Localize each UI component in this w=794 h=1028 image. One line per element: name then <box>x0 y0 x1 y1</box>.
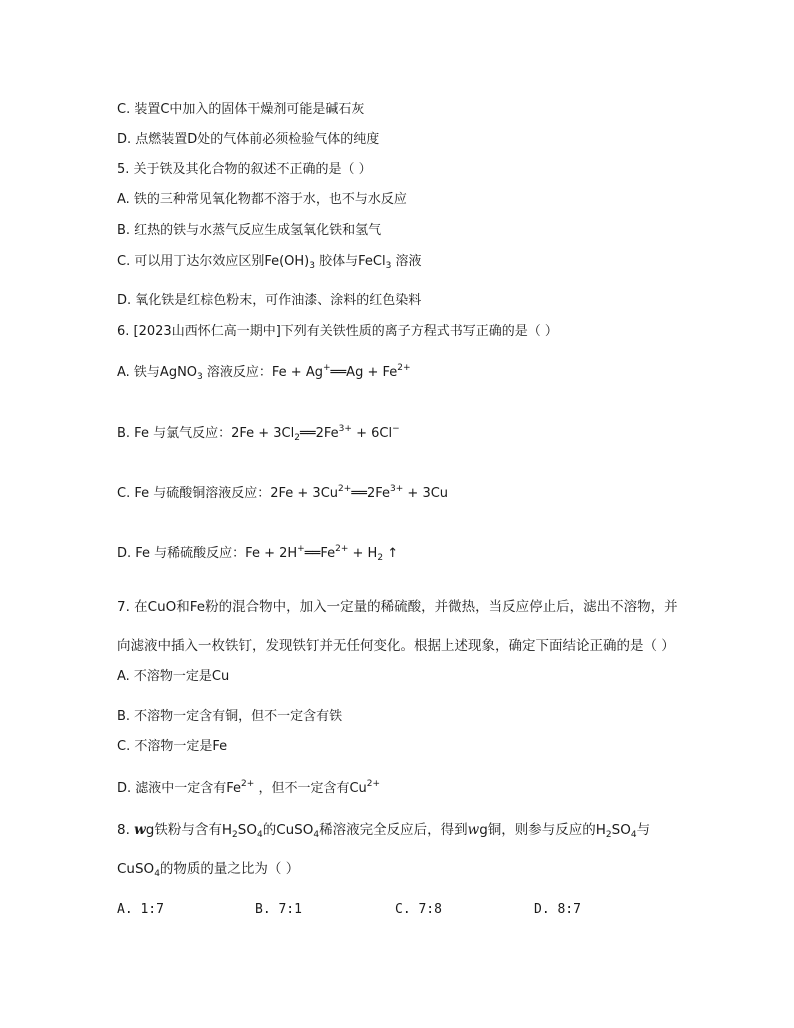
q7-stem-line2: 向滤液中插入一枚铁钉，发现铁钉并无任何变化。根据上述现象，确定下面结论正确的是（ ） <box>117 638 675 654</box>
q6-option-d: D. Fe 与稀硫酸反应：$Fe + 2H^+══Fe^{2+} + H_2$ ↑ <box>117 544 399 563</box>
q8-option-d: D. 8:7 <box>534 902 581 917</box>
q8-option-c: C. 7:8 <box>395 902 442 917</box>
q5-option-d: D. 氧化铁是红棕色粉末，可作油漆、涂料的红色染料 <box>117 293 422 308</box>
q7-option-b: B. 不溶物一定含有铜，但不一定含有铁 <box>117 709 343 724</box>
q7-stem-line1: 7. 在CuO和Fe粉的混合物中，加入一定量的稀硫酸，并微热，当反应停止后，滤出不溶物，并 <box>117 599 678 615</box>
q5-stem: 5. 关于铁及其化合物的叙述不正确的是（ ） <box>117 162 372 177</box>
q8-option-a: A. 1:7 <box>117 902 164 917</box>
q8-option-b: B. 7:1 <box>255 902 302 917</box>
q8-stem-line1: 8. wg铁粉与含有$H_2SO_4$的CuSO$_4$稀溶液完全反应后，得到wg铜，则参与反应的$H_2SO_4$与 <box>117 822 651 840</box>
q5-option-a: A. 铁的三种常见氧化物都不溶于水，也不与水反应 <box>117 192 407 207</box>
q4-option-d: D. 点燃装置D处的气体前必须检验气体的纯度 <box>117 132 380 147</box>
q7-option-a: A. 不溶物一定是Cu <box>117 669 230 684</box>
q7-option-d: D. 滤液中一定含有$Fe^{2+}$ ，但不一定含有$Cu^{2+}$ <box>117 779 381 796</box>
q7-option-c: C. 不溶物一定是Fe <box>117 739 228 754</box>
q6-option-b: B. Fe 与氯气反应：$2Fe + 3Cl_2══2Fe^{3+} + 6Cl^-$ <box>117 424 400 443</box>
q5-option-b: B. 红热的铁与水蒸气反应生成氢氧化铁和氢气 <box>117 223 382 238</box>
q4-option-c: C. 装置C中加入的固体干燥剂可能是碱石灰 <box>117 102 365 117</box>
q6-option-c: C. Fe 与硫酸铜溶液反应：$2Fe + 3Cu^{2+}══2Fe^{3+} + 3Cu$ <box>117 484 449 501</box>
q6-option-a: A. 铁与AgNO$_3$ 溶液反应：Fe + Ag+══Ag + $Fe^{2+}$ <box>117 363 411 382</box>
q8-stem-line2: CuSO$_4$的物质的量之比为（ ） <box>117 861 300 879</box>
q6-stem: 6. [2023山西怀仁高一期中]下列有关铁性质的离子方程式书写正确的是（ ） <box>117 324 558 339</box>
q5-option-c: C. 可以用丁达尔效应区别$Fe(OH)_3$ 胶体与FeCl$_3$ 溶液 <box>117 254 422 271</box>
